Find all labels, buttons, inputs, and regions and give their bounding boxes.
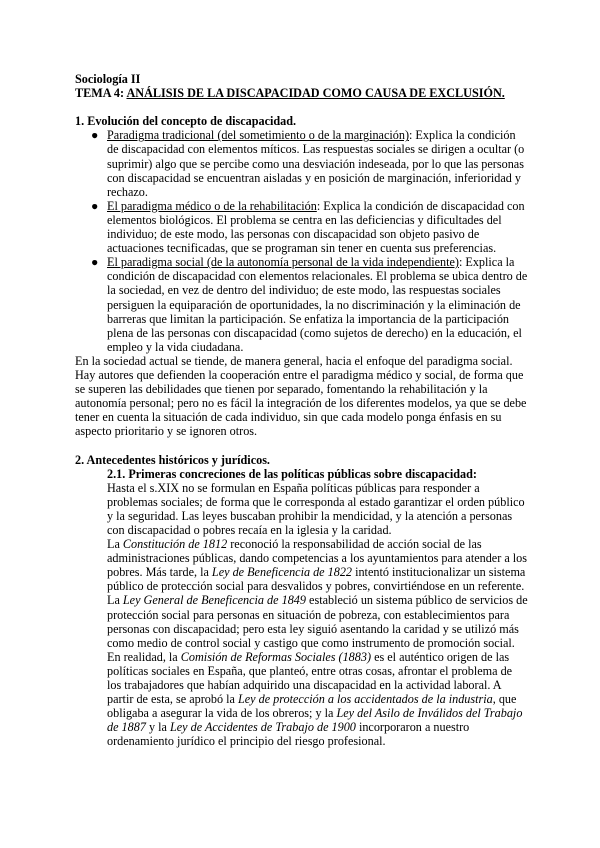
text-line xyxy=(75,523,535,537)
text-line xyxy=(75,142,535,156)
text-segment: los trabajadores que habían adquirido una discapacidad en la actividad laboral. A xyxy=(107,678,502,693)
text-line xyxy=(75,579,535,593)
text-segment: y la seguridad. Las leyes buscaban prohibir la mendicidad, y la atención a personas xyxy=(107,508,513,523)
underlined-term: Paradigma tradicional (del sometimiento o de la marginación) xyxy=(107,128,409,143)
text-line xyxy=(75,114,535,128)
text-line xyxy=(75,283,535,297)
text-segment: público de protección social para desvalidos y pobres, convirtiéndose en un referente. xyxy=(107,579,525,594)
bullet-icon: ● xyxy=(91,128,99,143)
text-segment: rechazo. xyxy=(107,184,148,199)
text-segment: tener en cuenta la situación de cada individuo, sin que cada modelo ponga énfasis en su xyxy=(75,410,502,425)
text-line xyxy=(75,396,535,410)
text-line xyxy=(75,453,535,467)
bullet-icon: ● xyxy=(91,255,99,270)
heading-text: 1. Evolución del concepto de discapacidad. xyxy=(75,114,297,129)
text-segment: barreras que limitan la participación. Se enfatiza la importancia de la participación xyxy=(107,311,510,326)
text-line xyxy=(75,551,535,565)
heading-text: 2.1. Primeras concreciones de las políticas públicas sobre discapacidad: xyxy=(107,466,477,481)
text-segment: La xyxy=(107,593,123,608)
text-segment: Hasta el s.XIX no se formulan en España políticas públicas para responder a xyxy=(107,480,480,495)
text-segment: se superen las debilidades que tienen por separado, fomentando la rehabilitación y la xyxy=(75,382,488,397)
text-line xyxy=(75,326,535,340)
italic-citation: Comisión de Reformas Sociales (1883) xyxy=(180,649,372,664)
text-segment: como medio de control social y castigo que como instrumento de promoción social. xyxy=(107,635,515,650)
italic-citation: Ley de protección a los accidentados de la industria xyxy=(237,692,493,707)
text-segment: partir de esta, se aprobó la xyxy=(107,692,238,707)
italic-citation: Ley de Accidentes de Trabajo de 1900 xyxy=(169,720,356,735)
text-segment: con discapacidad o pobres recaía en la iglesia y la caridad. xyxy=(107,523,392,537)
text-line xyxy=(75,650,535,664)
underlined-term: El paradigma social (de la autonomía personal de la vida independiente) xyxy=(107,255,459,270)
text-line xyxy=(75,354,535,368)
italic-citation: Ley del Asilo de Inválidos del Trabajo xyxy=(336,706,523,721)
text-segment: protección social para personas en situación de pobreza, con establecimientos para xyxy=(107,607,510,622)
blank-line xyxy=(75,100,535,114)
text-segment: , que xyxy=(492,692,517,707)
text-segment: personas con discapacidad; pero esta ley siguió asentando la caridad y se utilizó más xyxy=(107,621,519,636)
text-segment: problemas sociales; de forma que le corresponda al estado garantizar el orden público xyxy=(107,494,525,509)
text-segment: con discapacidad se encuentran aisladas y en posición de marginación, inferioridad y xyxy=(107,170,521,185)
italic-citation: Constitución de 1812 xyxy=(122,537,228,552)
text-segment: En realidad, la xyxy=(107,649,181,664)
text-line xyxy=(75,495,535,509)
text-line xyxy=(75,213,535,227)
text-line xyxy=(75,678,535,692)
text-line xyxy=(75,255,535,269)
text-segment: de discapacidad con elementos míticos. Las respuestas sociales se dirigen a ocultar (o xyxy=(107,142,525,157)
text-line xyxy=(75,157,535,171)
text-line xyxy=(75,298,535,312)
text-line xyxy=(75,622,535,636)
text-segment: : Explica la xyxy=(458,255,515,270)
heading-text: 2. Antecedentes históricos y jurídicos. xyxy=(75,452,270,467)
text-line xyxy=(75,340,535,354)
underlined-term: El paradigma médico o de la rehabilitación xyxy=(107,198,317,213)
text-line xyxy=(75,241,535,255)
text-segment: individuo; de este modo, las personas con discapacidad son objeto pasivo de xyxy=(107,227,480,242)
text-segment: intentó institucionalizar un sistema xyxy=(352,565,526,580)
text-segment: incorporaron a nuestro xyxy=(355,720,470,735)
text-segment: la sociedad, en vez de dentro del individuo; de este modo, las respuestas sociales xyxy=(107,283,501,298)
text-line xyxy=(75,269,535,283)
text-segment: Hay autores que defienden la cooperación entre el paradigma médico y social, de forma que xyxy=(75,367,524,382)
text-line xyxy=(75,664,535,678)
text-segment: obligaba a asegurar la vida de los obreros; y la xyxy=(107,706,337,721)
document-page xyxy=(75,72,535,749)
text-segment: : Explica la condición xyxy=(409,128,516,143)
text-segment: es el auténtico origen de las xyxy=(371,649,510,664)
text-segment: políticas sociales en España, que planteó, entre otras cosas, afrontar el problema de xyxy=(107,663,513,678)
text-line xyxy=(75,185,535,199)
text-line xyxy=(75,636,535,650)
course-title: Sociología II xyxy=(75,72,141,86)
text-segment: condición de discapacidad con elementos relacionales. El problema se ubica dentro de xyxy=(107,269,528,284)
text-segment: pobres. Más tarde, la xyxy=(107,565,212,580)
text-segment: En la sociedad actual se tiende, de manera general, hacia el enfoque del paradigma social. xyxy=(75,353,513,368)
text-line xyxy=(75,706,535,720)
text-segment: elementos biológicos. El problema se centra en las deficiencias y dificultades del xyxy=(107,212,502,227)
text-line xyxy=(75,608,535,622)
text-line xyxy=(75,481,535,495)
text-line xyxy=(75,368,535,382)
text-line xyxy=(75,227,535,241)
text-line xyxy=(75,467,535,481)
topic-prefix: TEMA 4: xyxy=(75,86,127,101)
text-line xyxy=(75,509,535,523)
text-segment: reconoció la responsabilidad de acción social de las xyxy=(227,537,482,552)
text-segment: La xyxy=(107,537,123,552)
blank-line xyxy=(75,438,535,452)
text-segment: ordenamiento jurídico el principio del riesgo profesional. xyxy=(107,734,386,749)
italic-citation: Ley de Beneficencia de 1822 xyxy=(211,565,353,580)
text-line xyxy=(75,565,535,579)
text-segment: : Explica la condición de discapacidad con xyxy=(316,198,525,213)
text-segment: autonomía personal; pero no es fácil la integración de los diferentes modelos, ya que se debe xyxy=(75,396,527,411)
text-segment: suprimir) algo que se percibe como una desviación indeseada, por lo que las personas xyxy=(107,156,524,171)
text-line xyxy=(75,171,535,185)
italic-citation: de 1887 xyxy=(107,720,146,735)
bullet-icon: ● xyxy=(91,198,99,213)
text-line xyxy=(75,382,535,396)
text-segment: aspecto prioritario y se ignoren otros. xyxy=(75,424,258,439)
text-segment: estableció un sistema público de servicios de xyxy=(306,593,528,608)
text-line xyxy=(75,410,535,424)
text-line xyxy=(75,424,535,438)
text-segment: persiguen la equiparación de oportunidades, la no discriminación y la eliminación de xyxy=(107,297,521,312)
text-segment: actuaciones tecnificadas, que se programan sin tener en cuenta sus preferencias. xyxy=(107,241,497,256)
topic-heading xyxy=(75,86,535,100)
text-line xyxy=(75,537,535,551)
text-segment: administraciones públicas, dando competencias a los ayuntamientos para atender a los xyxy=(107,551,527,566)
text-line xyxy=(75,199,535,213)
text-segment: empleo y la vida ciudadana. xyxy=(107,339,244,354)
text-line xyxy=(75,720,535,734)
document-body xyxy=(75,100,535,748)
text-line xyxy=(75,734,535,748)
text-line xyxy=(75,692,535,706)
text-line xyxy=(75,312,535,326)
text-line xyxy=(75,128,535,142)
text-segment: y la xyxy=(145,720,170,735)
italic-citation: Ley General de Beneficencia de 1849 xyxy=(122,593,306,608)
topic-title: ANÁLISIS DE LA DISCAPACIDAD COMO CAUSA DE EXCLUSIÓN. xyxy=(126,86,505,101)
text-line xyxy=(75,593,535,607)
text-segment: plena de las personas con discapacidad (como sujetos de derecho) en la educación, el xyxy=(107,325,522,340)
